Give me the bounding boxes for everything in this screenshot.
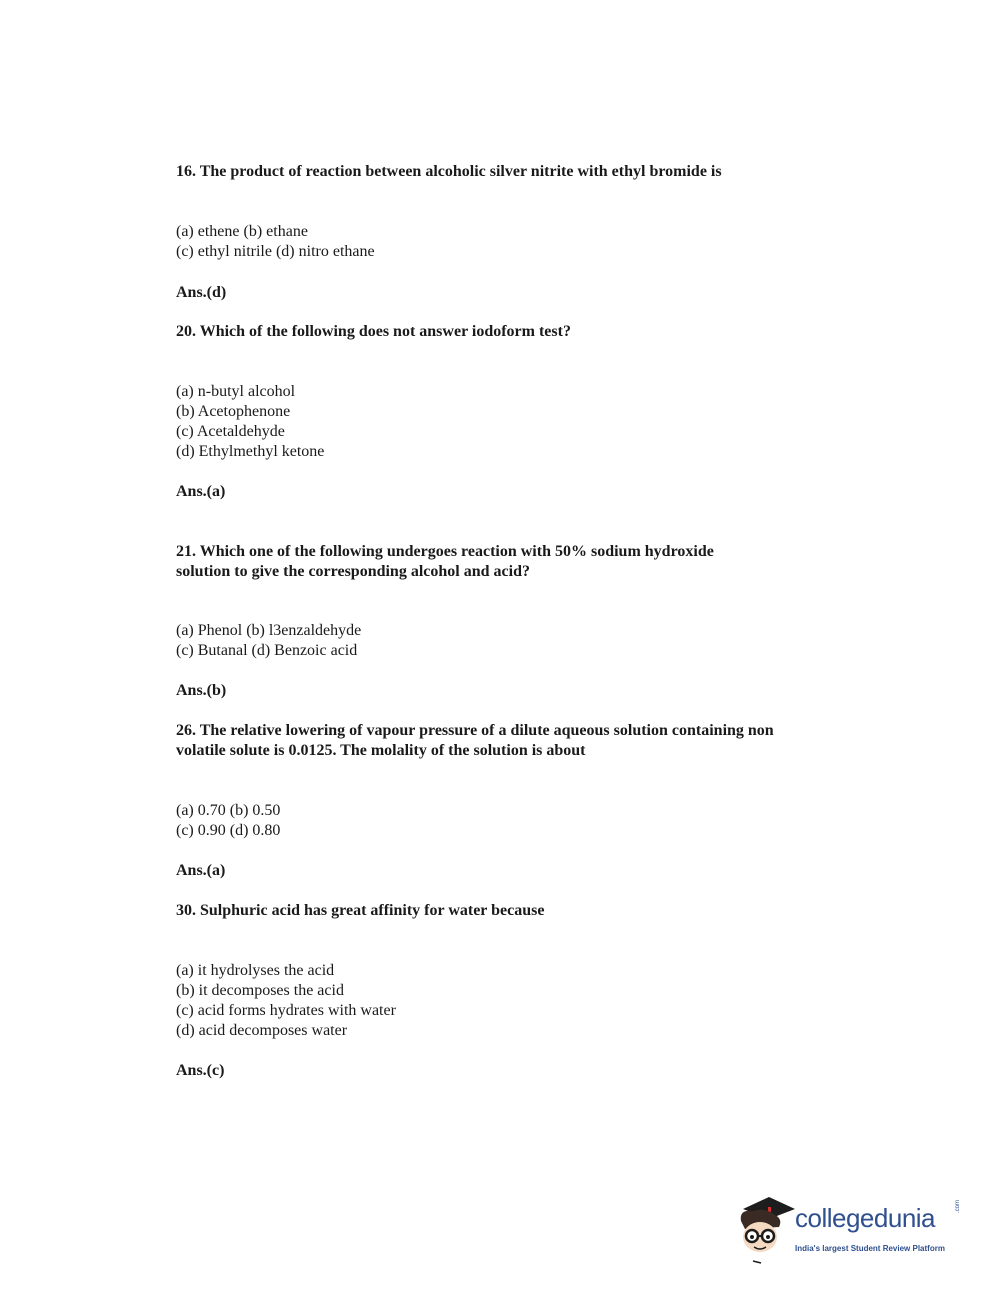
mascot-icon — [735, 1195, 795, 1270]
question-30-answer: Ans.(c) — [176, 1062, 225, 1079]
question-26-option-line: (c) 0.90 (d) 0.80 — [176, 822, 281, 839]
question-20-option: (d) Ethylmethyl ketone — [176, 443, 325, 460]
question-30-option: (b) it decomposes the acid — [176, 982, 344, 999]
question-30-option: (c) acid forms hydrates with water — [176, 1002, 396, 1019]
question-16-stem: 16. The product of reaction between alcoholic silver nitrite with ethyl bromide is — [176, 163, 722, 180]
question-21-answer: Ans.(b) — [176, 682, 227, 699]
logo-domain: .com — [955, 1199, 961, 1213]
collegedunia-logo — [735, 1195, 965, 1270]
question-16-option-line: (a) ethene (b) ethane — [176, 223, 308, 240]
logo-wordmark: collegedunia — [795, 1203, 936, 1233]
question-16-option-line: (c) ethyl nitrile (d) nitro ethane — [176, 243, 375, 260]
question-20-option: (c) Acetaldehyde — [176, 423, 285, 440]
question-21-stem-line-2: solution to give the corresponding alcohol and acid? — [176, 563, 530, 580]
question-30-stem: 30. Sulphuric acid has great affinity for water because — [176, 902, 545, 919]
logo-tagline: India's largest Student Review Platform — [795, 1244, 945, 1253]
question-20-option: (b) Acetophenone — [176, 403, 291, 420]
question-26-option-line: (a) 0.70 (b) 0.50 — [176, 802, 281, 819]
question-30-option: (a) it hydrolyses the acid — [176, 962, 335, 979]
question-16-answer: Ans.(d) — [176, 284, 227, 301]
question-20-stem: 20. Which of the following does not answer iodoform test? — [176, 323, 571, 340]
question-26-answer: Ans.(a) — [176, 862, 226, 879]
question-20-option: (a) n-butyl alcohol — [176, 383, 296, 400]
question-30-option: (d) acid decomposes water — [176, 1022, 348, 1039]
question-21-option-line: (c) Butanal (d) Benzoic acid — [176, 642, 358, 659]
question-26-stem-line-2: volatile solute is 0.0125. The molality of the solution is about — [176, 742, 586, 759]
question-26-stem-line-1: 26. The relative lowering of vapour pressure of a dilute aqueous solution containing non — [176, 722, 774, 739]
question-21-option-line: (a) Phenol (b) l3enzaldehyde — [176, 622, 362, 639]
question-21-stem-line-1: 21. Which one of the following undergoes reaction with 50% sodium hydroxide — [176, 543, 714, 560]
question-20-answer: Ans.(a) — [176, 483, 226, 500]
